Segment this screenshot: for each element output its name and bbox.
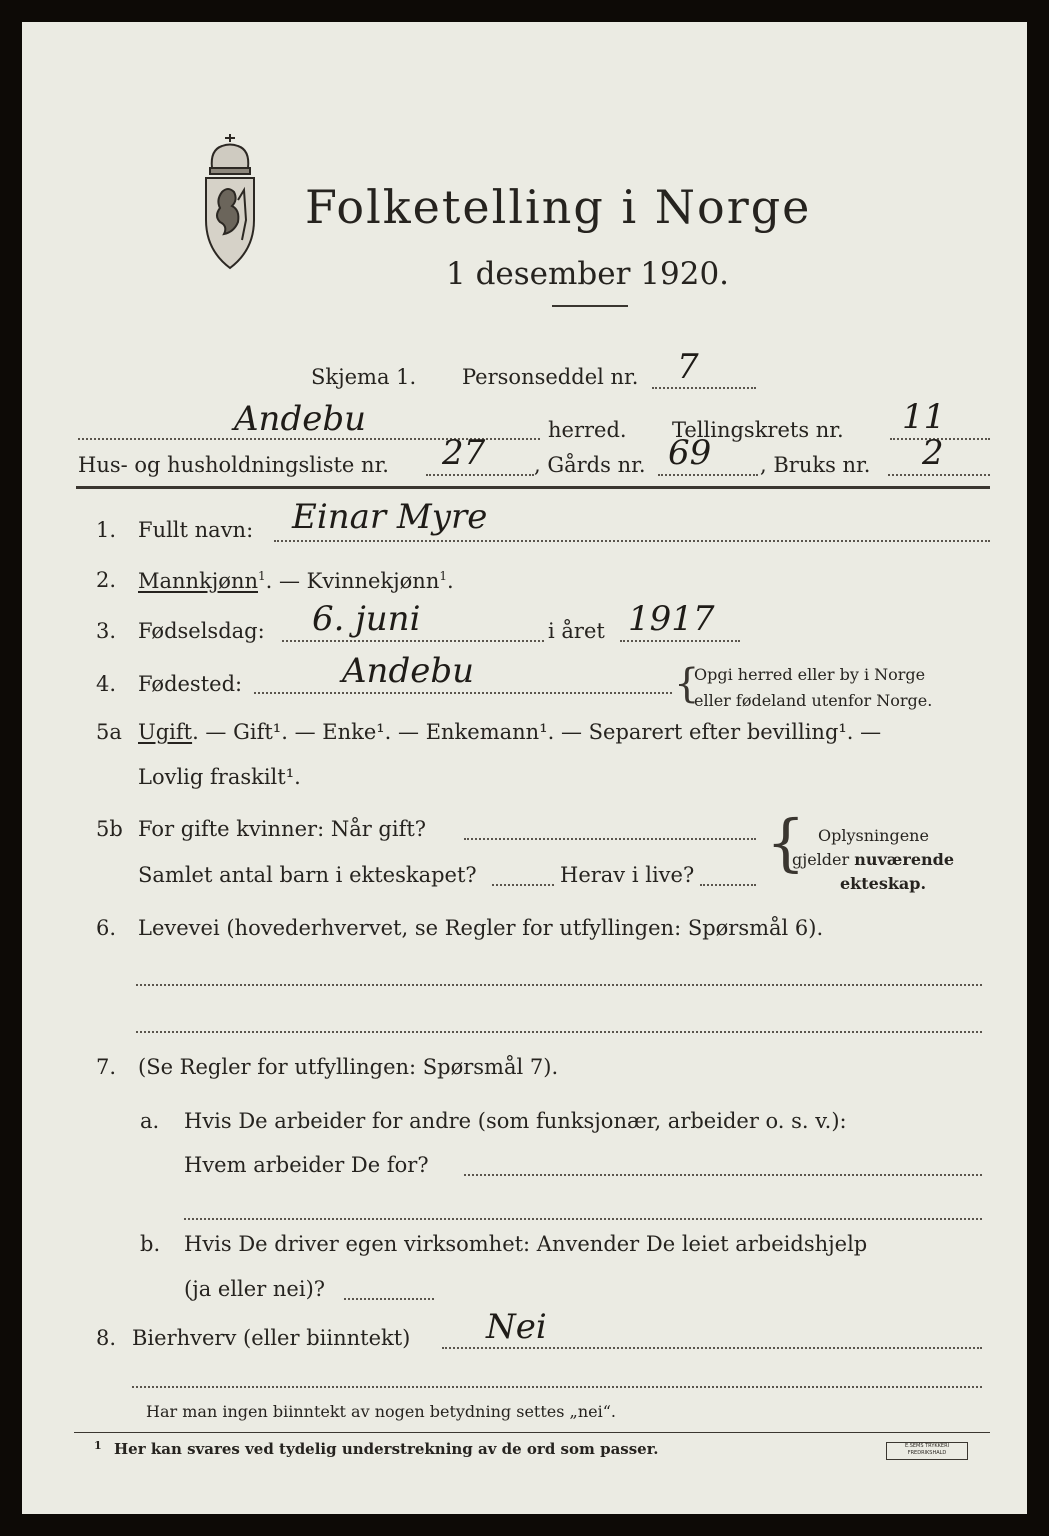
bruks-value: 2 [922, 433, 944, 473]
q8-field-line-1[interactable] [442, 1347, 982, 1349]
form-title: Folketelling i Norge [305, 180, 812, 234]
q3-date-value: 6. juni [312, 599, 421, 639]
gards-field-line[interactable] [658, 474, 758, 476]
herred-value: Andebu [234, 399, 366, 439]
q5a-other-options[interactable]: . — Gift¹. — Enke¹. — Enkemann¹. — Separert efter bevilling¹. — [192, 720, 882, 744]
q2-end: . [447, 569, 454, 593]
bruks-field-line[interactable] [888, 474, 990, 476]
footnote-divider [74, 1432, 990, 1433]
q7b-number: b. [140, 1232, 161, 1256]
q7-label: (Se Regler for utfyllingen: Spørsmål 7). [138, 1055, 559, 1079]
q5b-alive-field-line[interactable] [700, 884, 756, 886]
bottom-note: Har man ingen biinntekt av nogen betydning settes „nei“. [146, 1402, 616, 1421]
q4-label: Fødested: [138, 672, 243, 696]
q5b-note-line3: ekteskap. [840, 874, 927, 893]
q7a-line2: Hvem arbeider De for? [184, 1153, 429, 1177]
census-form [22, 22, 1027, 1514]
q8-value: Nei [486, 1307, 547, 1347]
q4-brace: { [674, 661, 700, 707]
q5b-alive-label: Herav i live? [560, 863, 695, 887]
q1-label: Fullt navn: [138, 518, 254, 542]
title-rule [552, 305, 628, 307]
q4-value: Andebu [342, 651, 474, 691]
hus-label: Hus- og husholdningsliste nr. [78, 453, 389, 477]
form-date: 1 desember 1920. [446, 256, 730, 292]
header-divider [76, 486, 990, 489]
q5b-note-bold: nuværende [854, 850, 955, 869]
q6-field-line-2[interactable] [136, 1031, 982, 1033]
q5a-options [138, 722, 881, 743]
gards-label: , Gårds nr. [534, 453, 646, 477]
hus-field-line[interactable] [426, 474, 534, 476]
personseddel-value: 7 [677, 347, 699, 387]
q3-date-field-line[interactable] [282, 640, 544, 642]
q7b-line1: Hvis De driver egen virksomhet: Anvender De leiet arbeidshjelp [184, 1232, 868, 1256]
q5b-brace: { [766, 806, 806, 879]
schema-label: Skjema 1. [311, 365, 417, 389]
footnote-number: 1 [94, 1439, 102, 1452]
q5b-children-label: Samlet antal barn i ekteskapet? [138, 863, 477, 887]
q8-label: Bierhverv (eller biinntekt) [132, 1326, 411, 1350]
q8-field-line-2[interactable] [132, 1386, 982, 1388]
q4-note-line2: eller fødeland utenfor Norge. [694, 691, 933, 710]
bruks-label: , Bruks nr. [760, 453, 871, 477]
q3-year-field-line[interactable] [620, 640, 740, 642]
q6-number: 6. [96, 916, 117, 940]
q5a-line2[interactable]: Lovlig fraskilt¹. [138, 765, 301, 789]
printer-stamp-text: E.SEMS TRYKKERI FREDRIKSHALD [904, 1443, 950, 1456]
q7-number: 7. [96, 1055, 117, 1079]
footnote-text: Her kan svares ved tydelig understrekning av de ord som passer. [114, 1440, 659, 1458]
q5b-note-line1: Oplysningene [818, 826, 929, 845]
q8-number: 8. [96, 1326, 117, 1350]
q2-number: 2. [96, 568, 117, 592]
q4-note-line1: Opgi herred eller by i Norge [694, 665, 926, 684]
q5a-ugift-option[interactable]: Ugift [138, 720, 193, 744]
printer-stamp [886, 1442, 968, 1460]
norway-coat-of-arms [194, 130, 266, 275]
q7b-line2: (ja eller nei)? [184, 1277, 326, 1301]
q3-number: 3. [96, 619, 117, 643]
q5b-note-gjelder: gjelder [792, 850, 855, 869]
q5b-children-field-line[interactable] [492, 884, 554, 886]
q5b-number: 5b [96, 817, 123, 841]
q5b-note-line2 [792, 852, 954, 868]
q2-female-option[interactable]: . — Kvinnekjønn [265, 569, 440, 593]
tellingskrets-value: 11 [902, 397, 946, 437]
q2-footnote-ref: 1 [258, 569, 266, 583]
q1-number: 1. [96, 518, 117, 542]
q5b-married-field-line[interactable] [464, 838, 756, 840]
personseddel-field-line[interactable] [652, 387, 756, 389]
q7a-field-line-1[interactable] [464, 1174, 982, 1176]
q4-number: 4. [96, 672, 117, 696]
q5a-number: 5a [96, 720, 122, 744]
q5b-line1: For gifte kvinner: Når gift? [138, 817, 427, 841]
q6-label: Levevei (hovederhvervet, se Regler for utfyllingen: Spørsmål 6). [138, 916, 824, 940]
q2-footnote-ref-2: 1 [439, 569, 447, 583]
q2-options [138, 570, 454, 592]
q7a-number: a. [140, 1109, 160, 1133]
q3-label: Fødselsdag: [138, 619, 265, 643]
q4-field-line[interactable] [254, 692, 672, 694]
q1-field-line[interactable] [274, 540, 990, 542]
personseddel-label: Personseddel nr. [462, 365, 639, 389]
q7b-field-line[interactable] [344, 1298, 434, 1300]
gards-value: 69 [668, 433, 712, 473]
hus-value: 27 [442, 433, 486, 473]
q3-year-value: 1917 [628, 599, 715, 639]
q7a-field-line-2[interactable] [184, 1218, 982, 1220]
tellingskrets-label: Tellingskrets nr. [672, 418, 844, 442]
q3-year-label: i året [548, 619, 605, 643]
q7a-line1: Hvis De arbeider for andre (som funksjonær, arbeider o. s. v.): [184, 1109, 847, 1133]
q1-value: Einar Myre [292, 497, 488, 537]
q2-male-option[interactable]: Mannkjønn [138, 569, 259, 593]
q6-field-line-1[interactable] [136, 984, 982, 986]
herred-label: herred. [548, 418, 627, 442]
